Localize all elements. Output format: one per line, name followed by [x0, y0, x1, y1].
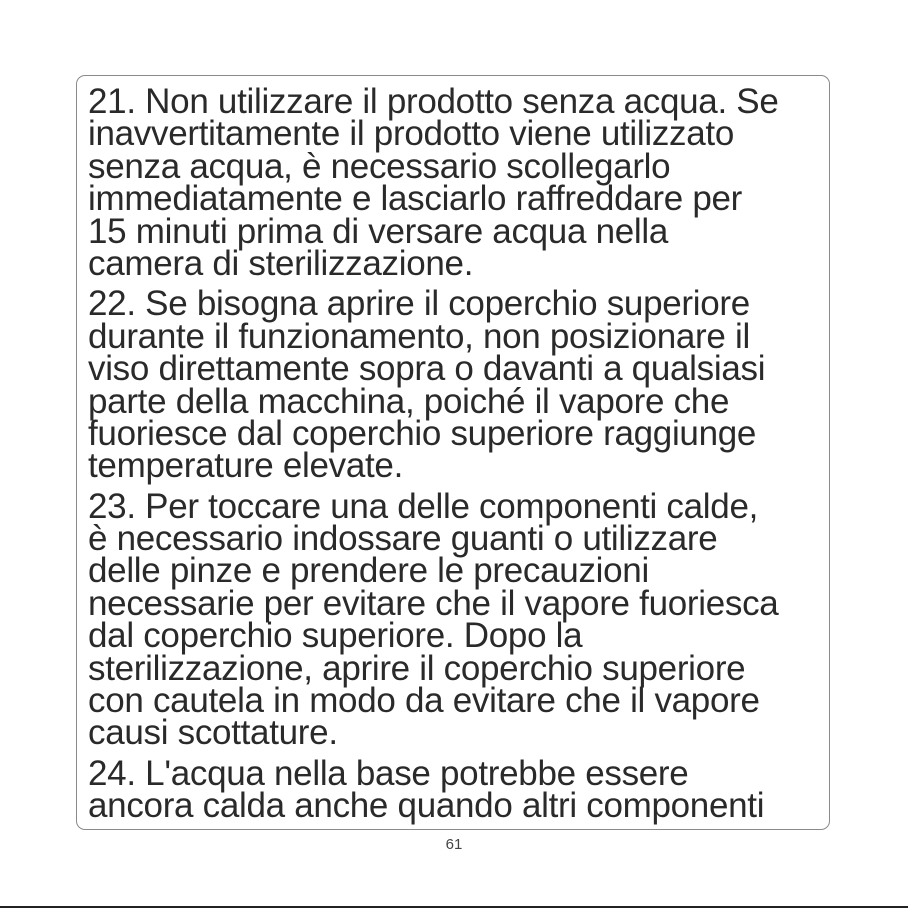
text-line: 23. Per toccare una delle componenti calde, [88, 486, 759, 526]
text-line: 24. L'acqua nella base potrebbe essere [88, 753, 689, 793]
text-line: immediatamente e lasciarlo raffreddare per [88, 179, 743, 219]
text-line: necessarie per evitare che il vapore fuoriesca [88, 583, 779, 623]
text-line: viso direttamente sopra o davanti a qualsiasi [88, 349, 766, 389]
text-line: durante il funzionamento, non posizionare il [88, 316, 750, 356]
text-line: senza acqua, è necessario scollegarlo [88, 146, 671, 186]
paragraph-21 [88, 82, 824, 283]
page-number: 61 [445, 836, 463, 853]
paragraph-24 [88, 753, 824, 826]
text-line: 21. Non utilizzare il prodotto senza acqua. Se [88, 82, 779, 121]
text-line: con cautela in modo da evitare che il vapore [88, 681, 760, 721]
text-line: delle pinze e prendere le precauzioni [88, 551, 649, 591]
text-line: temperature elevate. [88, 446, 404, 486]
text-line: è necessario indossare guanti o utilizzare [88, 519, 718, 559]
text-line: fuoriesce dal coperchio superiore raggiunge [88, 413, 757, 453]
text-line: ancora calda anche quando altri componenti [88, 786, 765, 826]
paragraph-23 [88, 486, 824, 753]
paragraph-22 [88, 284, 824, 486]
text-line: 15 minuti prima di versare acqua nella [88, 211, 669, 251]
text-line: 22. Se bisogna aprire il coperchio superiore [88, 284, 750, 324]
text-line: sterilizzazione, aprire il coperchio superiore [88, 648, 746, 688]
manual-text [88, 82, 824, 831]
text-line: parte della macchina, poiché il vapore che [88, 381, 730, 421]
text-line: causi scottature. [88, 713, 338, 753]
text-line: camera di sterilizzazione. [88, 243, 474, 283]
text-line: dal coperchio superiore. Dopo la [88, 616, 583, 656]
text-line: inavvertitamente il prodotto viene utilizzato [88, 114, 735, 154]
